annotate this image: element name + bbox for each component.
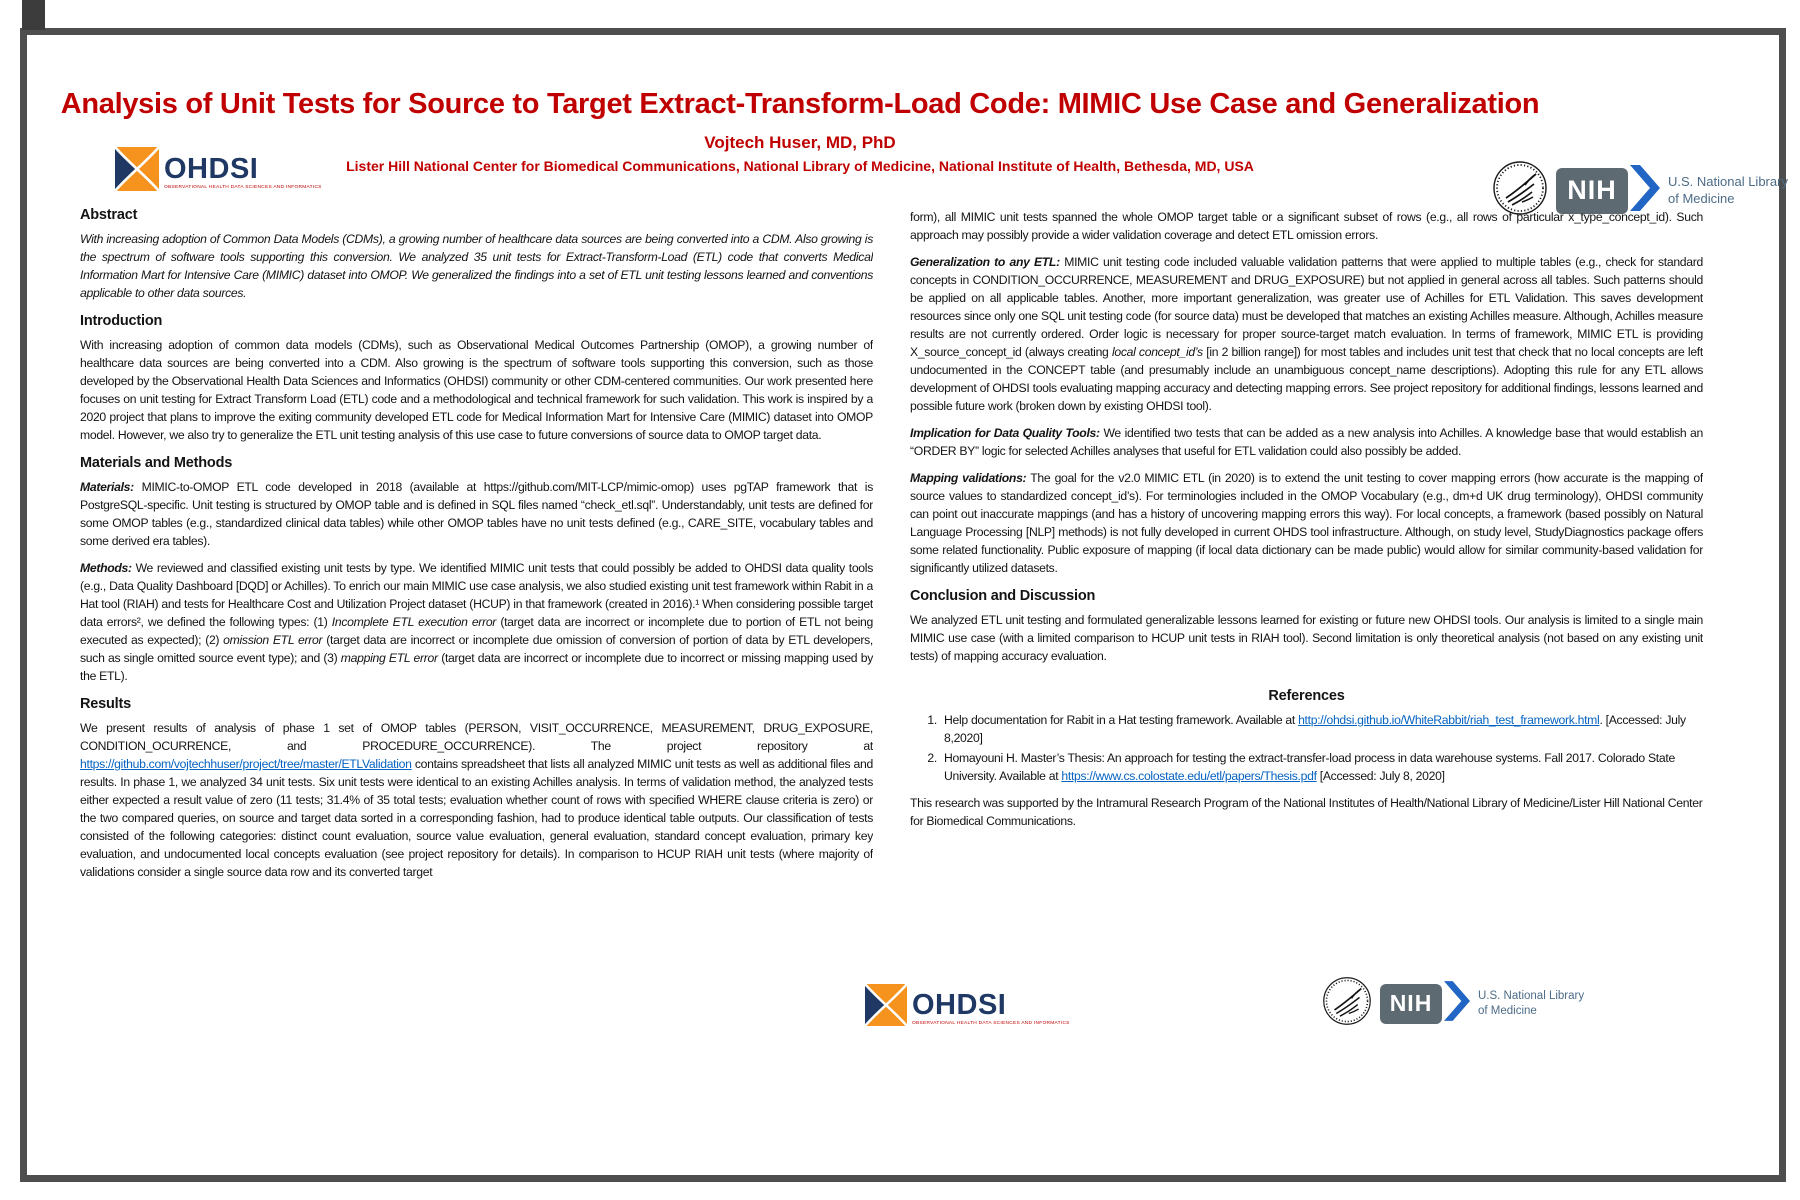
ohdsi-tagline: OBSERVATIONAL HEALTH DATA SCIENCES AND INFORMATICS bbox=[164, 184, 322, 190]
references-heading: References bbox=[1268, 688, 1345, 704]
poster-affiliation: Lister Hill National Center for Biomedical Communications, National Library of Medicine, National Institute of Health, Bethesda, MD, USA bbox=[346, 158, 1254, 174]
text-run: The goal for the v2.0 MIMIC ETL (in 2020) is to extend the unit testing to cover mapping errors (how accurate is the mapping of source values to standardized concept_id’s). For terminologies included in the OMOP Vocabulary (e.g., dm+d UK drug terminology), OHDSI community can point out inaccurate mappings (and has a history of uncovering mapping errors this way). For local concepts, a framework (based possibly on Natural Language Processing [NLP] methods) is not fully developed in current OHDS tool infrastructure. Although, on study level, StudyDiagnostics package offers some related functionality. Public exposure of mapping (if local data dictionary can be made public) would allow for similar community-based validation for significantly utilized datasets. bbox=[910, 471, 1703, 575]
generalization-paragraph bbox=[910, 253, 1703, 415]
column-right bbox=[910, 204, 1703, 1082]
text-run: This research was supported by the Intramural Research Program of the National Institutes of Health/National Library of Medicine/Lister Hill National Center for Biomedical Communications. bbox=[910, 796, 1703, 828]
text-run: omission ETL error bbox=[223, 633, 323, 647]
ohdsi-logo-top bbox=[115, 147, 322, 196]
conclusion-paragraph bbox=[910, 611, 1703, 665]
text-run: form), all MIMIC unit tests spanned the whole OMOP target table or a significant subset of rows (e.g., all rows of particular x_type_concept_id). Such approach may possibly provide a wider validation coverage and detect ETL omission errors. bbox=[910, 210, 1703, 242]
ohdsi-wordmark bbox=[164, 154, 322, 190]
text-run: Help documentation for Rabit in a Hat testing framework. Available at bbox=[944, 713, 1299, 727]
ohdsi-icon bbox=[865, 984, 907, 1031]
hyperlink[interactable]: https://github.com/vojtechhuser/project/tree/master/ETLValidation bbox=[80, 757, 412, 771]
nih-library-line1: U.S. National Library bbox=[1668, 174, 1788, 190]
text-run: [in 2 billion range]) for most tables and includes unit test that check that no local concepts are left undocumented in the CONCEPT table (and presumably include an unambiguous concept_name descriptions). Adopting this rule for any ETL allows development of OHDSI tools evaluating mapping accuracy and detecting mapping errors. See project repository for additional findings, lessons learned and possible future work (broken down by existing OHDSI tool). bbox=[910, 345, 1703, 413]
mapping-validations-paragraph bbox=[910, 469, 1703, 577]
materials-methods-heading: Materials and Methods bbox=[80, 455, 233, 471]
text-run: . [Accessed: July 8,2020] bbox=[944, 713, 1686, 745]
text-run: contains spreadsheet that lists all analyzed MIMIC unit tests as well as additional files and results. In phase 1, we analyzed 34 unit tests. Six unit tests were identical to an existing Achilles analysis. In terms of validation method, the analyzed tests either expected a result value of zero (11 tests; 31.4% of 35 total tests; evaluation whether count of rows with specified WHERE clause criteria is zero) or the two compared queries, on source and target data sorted in a corresponding fashion, had to produce identical table outputs. Our classification of tests consisted of the following categories: distinct count evaluation, source value evaluation, general evaluation, standard concept evaluation, primary key evaluation, and undocumented local concepts evaluation (see project repository for details). In comparison to HCUP RIAH unit tests (where majority of validations consider a single source data row and its converted target bbox=[80, 757, 873, 879]
text-run: Implication for Data Quality Tools: bbox=[910, 426, 1100, 440]
ohdsi-name: OHDSI bbox=[164, 152, 259, 185]
nih-acronym: NIH bbox=[1567, 175, 1617, 205]
reference-item bbox=[940, 711, 1703, 747]
introduction-heading: Introduction bbox=[80, 313, 163, 329]
nih-library-line2: of Medicine bbox=[1478, 1004, 1537, 1017]
abstract-heading: Abstract bbox=[80, 207, 138, 223]
ohdsi-wordmark bbox=[912, 990, 1070, 1026]
hyperlink[interactable]: https://www.cs.colostate.edu/etl/papers/Thesis.pdf bbox=[1061, 769, 1317, 783]
hhs-seal-icon bbox=[1322, 976, 1372, 1031]
text-run: We analyzed ETL unit testing and formulated generalizable lessons learned for existing or future new OHDSI tools. Our analysis is limited to a single main MIMIC use case (with a limited comparison to HCUP unit tests in RIAH tool). Second limitation is only theoretical analysis (not based on any existing unit tests) of mapping accuracy evaluation. bbox=[910, 613, 1703, 663]
results-heading: Results bbox=[80, 696, 131, 712]
page-corner-artifact bbox=[22, 0, 45, 30]
nih-library-line1: U.S. National Library bbox=[1478, 990, 1585, 1003]
implication-paragraph bbox=[910, 424, 1703, 460]
conclusion-heading: Conclusion and Discussion bbox=[910, 588, 1096, 604]
methods-paragraph bbox=[80, 559, 873, 685]
ohdsi-name: OHDSI bbox=[912, 988, 1007, 1021]
text-run: We reviewed and classified existing unit tests by type. We identified MIMIC unit tests that could possibly be added to OHDSI data quality tools (e.g., Data Quality Dashboard [DQD] or Achilles). To enrich our main MIMIC use case analysis, we also studied existing unit test framework within Rabit in a Hat tool (RIAH) and tests for Healthcare Cost and Utilization Project dataset (HCUP) in that framework (created in 2016).¹ When considering possible target data errors², we defined the following types: (1) bbox=[80, 561, 873, 629]
text-run: Materials: bbox=[80, 480, 134, 494]
hyperlink[interactable]: http://ohdsi.github.io/WhiteRabbit/riah_test_framework.html bbox=[1298, 713, 1600, 727]
nih-logo-bottom bbox=[1322, 976, 1584, 1031]
text-run: MIMIC unit testing code included valuable validation patterns that were applied to multiple tables (e.g., check for standard concepts in CONDITION_OCCURRENCE, MEASUREMENT and DRUG_EXPOSURE) but not applied in general across all tables. Such patterns should be applied on all applicable tables. Another, more important generalization, was greater use of Achilles for ETL Validation. This saves development resources since only one SQL unit testing code (for source data) must be developed that matches an existing Achilles measure. Although, Achilles measure results are not currently ordered. Order logic is necessary for proper source-target match evaluation. In terms of framework, MIMIC ETL is providing X_source_concept_id (always creating bbox=[910, 255, 1703, 359]
text-run: (target data are incorrect or incomplete due to incorrect or missing mapping used by the ETL). bbox=[80, 651, 873, 683]
text-run: mapping ETL error bbox=[340, 651, 438, 665]
poster-title: Analysis of Unit Tests for Source to Target Extract-Transform-Load Code: MIMIC Use Case and Generalization bbox=[60, 88, 1540, 120]
text-run: Incomplete ETL execution error bbox=[331, 615, 497, 629]
introduction-paragraph bbox=[80, 336, 873, 444]
results-continuation-paragraph bbox=[910, 208, 1703, 244]
poster-author: Vojtech Huser, MD, PhD bbox=[704, 133, 896, 152]
text-run: With increasing adoption of common data models (CDMs), such as Observational Medical Outcomes Partnership (OMOP), a growing number of healthcare data sources are being converted into a CDM. Also growing is the spectrum of software tools supporting this conversion, such as those developed by the Observational Health Data Sciences and Informatics (OHDSI) community or other CDM-centered communities. Our work presented here focuses on unit testing for Extract Transform Load (ETL) code and a methodological and technical framework for such validation. This work is inspired by a 2020 project that plans to improve the exiting community developed ETL code for Medical Information Mart for Intensive Care (MIMIC) dataset into OMOP model. However, we also try to generalize the ETL unit testing analysis of this use case to future conversions of source data to OMOP target data. bbox=[80, 338, 873, 442]
nih-library-label bbox=[1478, 989, 1584, 1018]
nih-box bbox=[1380, 984, 1442, 1024]
text-run: [Accessed: July 8, 2020] bbox=[1316, 769, 1445, 783]
text-run: Mapping validations: bbox=[910, 471, 1027, 485]
text-run: Homayouni H. Master’s Thesis: An approach for testing the extract-transfer-load process in data warehouse systems. Fall 2017. Colorado State University. Available at bbox=[944, 751, 1675, 783]
materials-paragraph bbox=[80, 478, 873, 550]
references-list bbox=[916, 711, 1703, 785]
text-run: We identified two tests that can be added as a new analysis into Achilles. A knowledge base that would establish an “ORDER BY” logic for selected Achilles analyses that useful for ETL validation could also possibly be added. bbox=[910, 426, 1703, 458]
nih-library-line2: of Medicine bbox=[1668, 190, 1735, 206]
abstract-paragraph bbox=[80, 230, 873, 302]
acknowledgment-paragraph bbox=[910, 794, 1703, 830]
text-run: (target data are incorrect or incomplete due to portion of ETL not being executed as expected); (2) bbox=[80, 615, 873, 647]
nih-chevron-icon bbox=[1444, 981, 1470, 1026]
ohdsi-tagline: OBSERVATIONAL HEALTH DATA SCIENCES AND INFORMATICS bbox=[912, 1020, 1070, 1026]
nih-library-label bbox=[1668, 174, 1788, 207]
nih-acronym: NIH bbox=[1389, 990, 1433, 1016]
text-run: MIMIC-to-OMOP ETL code developed in 2018 (available at https://github.com/MIT-LCP/mimic-omop) uses pgTAP framework that is PostgreSQL-specific. Unit testing is structured by OMOP table and is defined in SQL files named “check_etl.sql”. Understandably, unit tests are defined for some OMOP tables (e.g., standardized clinical data tables) while other OMOP tables have no unit tests defined (e.g., CARE_SITE, vocabulary tables and some derived era tables). bbox=[80, 480, 873, 548]
text-run: With increasing adoption of Common Data Models (CDMs), a growing number of healthcare data sources are being converted into a CDM. Also growing is the spectrum of software tools supporting this conversion. We analyzed 35 unit tests for Extract-Transform-Load (ETL) code that converts Medical Information Mart for Intensive Care (MIMIC) dataset into OMOP. We generalized the findings into a set of ETL unit testing lessons learned and conventions applicable to other data sources. bbox=[80, 232, 873, 300]
reference-item bbox=[940, 749, 1703, 785]
text-run: local concept_id’s bbox=[1111, 345, 1203, 359]
column-left bbox=[80, 204, 873, 1082]
results-paragraph bbox=[80, 719, 873, 881]
text-run: We present results of analysis of phase 1 set of OMOP tables (PERSON, VISIT_OCCURRENCE, MEASUREMENT, DRUG_EXPOSURE, CONDITION_OCURRENCE, and PROCEDURE_OCCURRENCE). The project repository at bbox=[80, 721, 873, 753]
text-run: Generalization to any ETL: bbox=[910, 255, 1060, 269]
text-run: Methods: bbox=[80, 561, 132, 575]
ohdsi-icon bbox=[115, 147, 159, 196]
ohdsi-logo-bottom bbox=[865, 984, 1070, 1031]
text-run: (target data are incorrect or incomplete due omission of conversion of portion of data by ETL developers, such as single omitted source event type); and (3) bbox=[80, 633, 873, 665]
